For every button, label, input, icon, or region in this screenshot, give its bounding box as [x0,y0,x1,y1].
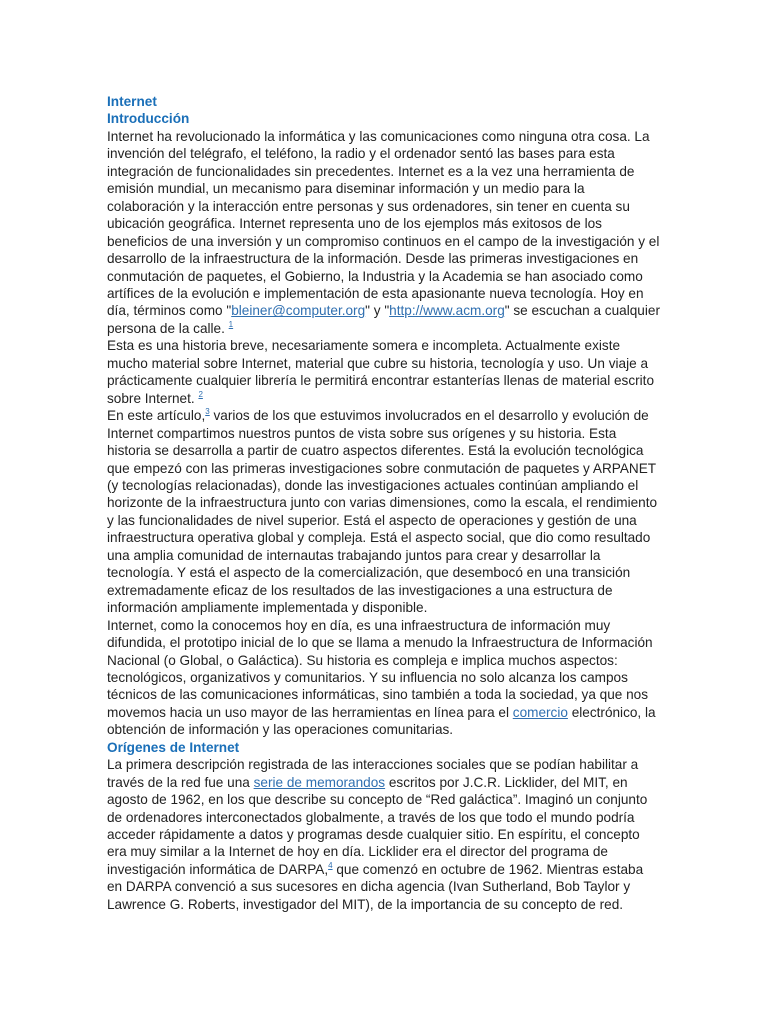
paragraph-1-text-b: " y " [365,303,390,319]
email-link[interactable]: bleiner@computer.org [231,303,366,319]
paragraph-5-text-a: La primera descripción registrada de las interacciones sociales que se podían habilitar a través de la red fue una [107,757,639,790]
footnote-link-2[interactable]: 2 [198,389,203,399]
acm-url-link[interactable]: http://www.acm.org [389,303,505,319]
paragraph-4-text-b: electrónico, la obtención de información y las operaciones comunitarias. [107,704,656,738]
paragraph-3-text-b: varios de los que estuvimos involucrados en el desarrollo y evolución de Internet compartimos nuestros puntos de vista sobre sus orígenes y su historia. Esta historia se desarrolla a partir de cuatro aspectos diferentes. Está la evolución tecnológica que empezó con las primeras investigaciones sobre conmutación de paquetes y ARPANET (y tecnologías relacionadas), donde las investigaciones actuales continúan ampliando el horizonte de la infraestructura junto con varias dimensiones, como la escala, el rendimiento y las funcionalidades de nivel superior. Está el aspecto de operaciones y gestión de una infraestructura operativa global y compleja. Está el aspecto social, que dio como resultado una amplia comunidad de internautas trabajando juntos para crear y desarrollar la tecnología. Y está el aspecto de la comercialización, que desembocó en una transición extremadamente eficaz de los resultados de las investigaciones a una estructura de información ampliamente implementada y disponible. [107,408,658,616]
footnote-link-1[interactable]: 1 [228,319,234,329]
paragraph-2-text-a: Esta es una historia breve, necesariamente somera e incompleta. Actualmente existe mucho material sobre Internet, material que cubre su historia, tecnología y uso. Un viaje a prácticamente cualquier librería le permitirá encontrar estanterías llenas de material escrito sobre Internet. [107,338,655,406]
paragraph-1 [107,128,662,337]
section-heading-introduccion: Introducción [107,111,190,127]
paragraph-1-text-c: " se escuchan a cualquier persona de la calle. [107,303,660,336]
paragraph-5-text-c: que comenzó en octubre de 1962. Mientras estaba en DARPA convenció a sus sucesores en dicha agencia (Ivan Sutherland, Bob Taylor y Lawrence G. Roberts, investigador del MIT), de la importancia de su concepto de red. [107,861,644,912]
paragraph-2 [107,337,662,407]
paragraph-5 [107,756,662,913]
section-heading-origenes: Orígenes de Internet [107,739,240,755]
paragraph-5-text-b: escritos por J.C.R. Licklider, del MIT, en agosto de 1962, en los que describe su concepto de “Red galáctica”. Imaginó un conjunto de ordenadores interconectados globalmente, a través de los que todo el mundo podría acceder rápidamente a datos y programas desde cualquier sitio. En espíritu, el concepto era muy similar a la Internet de hoy en día. Licklider era el director del programa de investigación informática de DARPA, [107,774,648,877]
footnote-link-3[interactable]: 3 [205,407,210,417]
comercio-link[interactable]: comercio [512,704,568,720]
memorandos-link[interactable]: serie de memorandos [253,774,386,790]
paragraph-1-text-a: Internet ha revolucionado la informática y las comunicaciones como ninguna otra cosa. La invención del telégrafo, el teléfono, la radio y el ordenador sentó las bases para esta integración de funcionalidades sin precedentes. Internet es a la vez una herramienta de emisión mundial, un mecanismo para diseminar información y un medio para la colaboración y la interacción entre personas y sus ordenadores, sin tener en cuenta su ubicación geográfica. Internet representa uno de los ejemplos más exitosos de los beneficios de una inversión y un compromiso continuos en el campo de la investigación y el desarrollo de la infraestructura de la información. Desde las primeras investigaciones en conmutación de paquetes, el Gobierno, la Industria y la Academia se han asociado como artífices de la evolución e implementación de esta apasionante nueva tecnología. Hoy en día, términos como " [107,128,660,319]
document-body [107,93,662,913]
paragraph-4 [107,617,662,739]
paragraph-4-text-a: Internet, como la conocemos hoy en día, es una infraestructura de información muy difundida, el prototipo inicial de lo que se llama a menudo la Infraestructura de Información Nacional (o Global, o Galáctica). Su historia es compleja e implica muchos aspectos: tecnológicos, organizativos y comunitarios. Y su influencia no solo alcanza los campos técnicos de las comunicaciones informáticas, sino también a toda la sociedad, ya que nos movemos hacia un uso mayor de las herramientas en línea para el [107,617,653,720]
footnote-link-4[interactable]: 4 [328,860,333,870]
paragraph-3-text-a: En este artículo, [107,408,206,424]
document-title: Internet [107,94,157,109]
paragraph-3 [107,407,662,616]
